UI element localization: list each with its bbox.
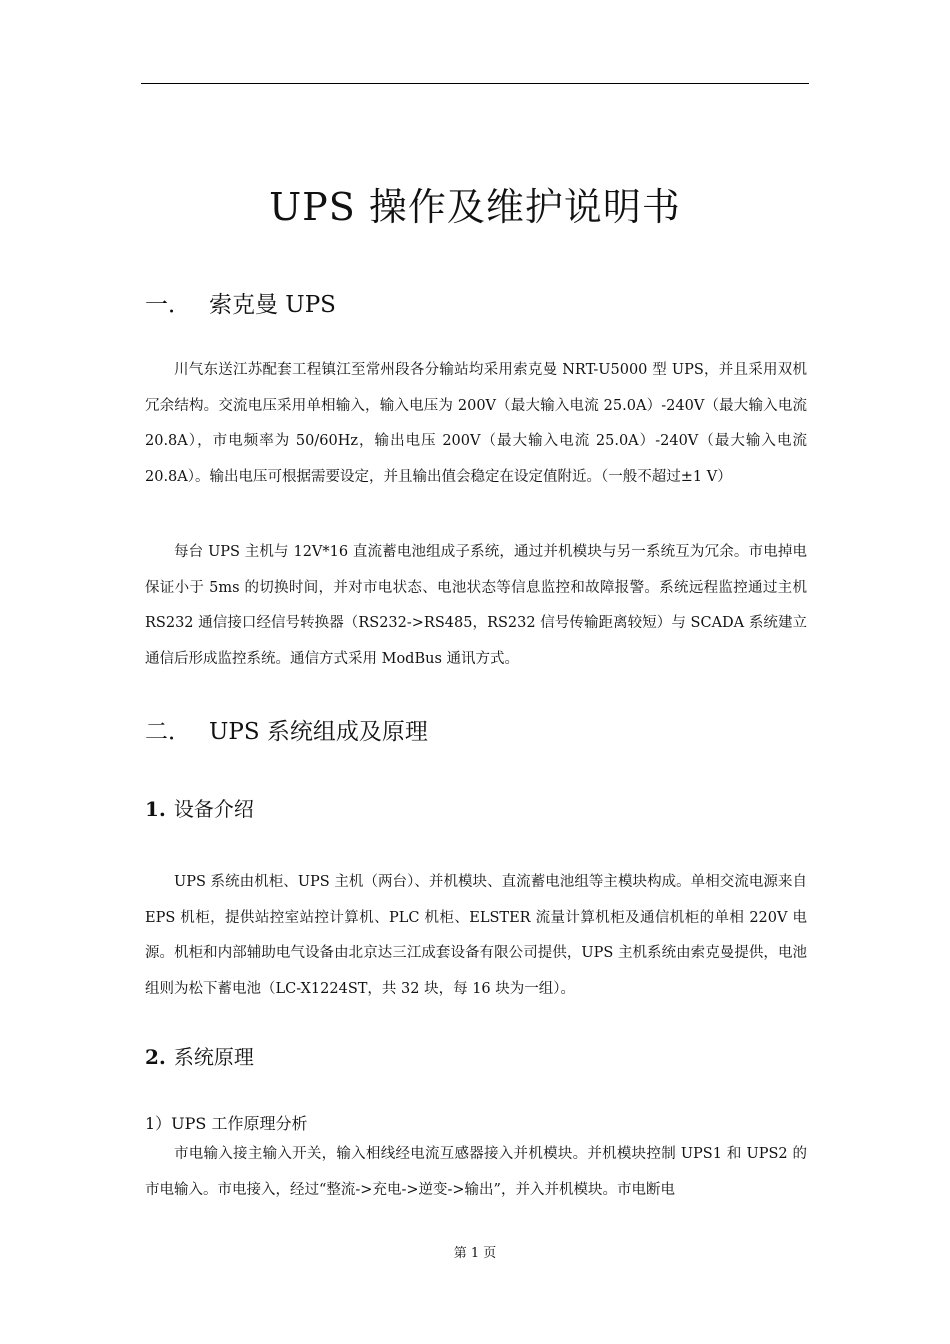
page-number: 第 1 页 [453,1246,497,1261]
section-1-number: 一． [145,292,191,318]
section-1-paragraph-2: 每台 UPS 主机与 12V*16 直流蓄电池组成子系统，通过并机模块与另一系统互为冗余。市电掉电保证小于 5ms 的切换时间，并对市电状态、电池状态等信息监控和故障报警。系统远程监控通过主机 RS232 通信接口经信号转换器（RS232->RS485，RS232 信号传输距离较短）与 SCADA 系统建立通信后形成监控系统。通信方式采用 ModBus 通讯方式。 [145,544,807,667]
section-1-paragraph-1: 川气东送江苏配套工程镇江至常州段各分输站均采用索克曼 NRT-U5000 型 UPS，并且采用双机冗余结构。交流电压采用单相输入，输入电压为 200V（最大输入电流 25.0A）-240V（最大输入电流 20.8A），市电频率为 50/60Hz，输出电压 200V（最大输入电流 25.0A）-240V（最大输入电流 20.8A）。输出电压可根据需要设定，并且输出值会稳定在设定值附近。（一般不超过±1 V） [145,362,807,485]
subsection-2-title: 系统原理 [173,1045,254,1069]
subsection-1-heading [145,792,254,826]
section-1-heading [145,287,336,323]
item-1-heading: 1）UPS 工作原理分析 [145,1114,308,1133]
subsection-1-title: 设备介绍 [173,797,254,821]
section-2-title: UPS 系统组成及原理 [209,719,428,745]
section-2-number: 二． [145,719,191,745]
subsection-1-number: 1. [145,797,166,821]
item-1-paragraph: 市电输入接主输入开关，输入相线经电流互感器接入并机模块。并机模块控制 UPS1 和 UPS2 的市电输入。市电接入，经过“整流->充电->逆变->输出”，并入并机模块。市电断电 [145,1146,807,1198]
section-2-heading [145,714,428,750]
subsection-2-heading [145,1040,254,1074]
section-1-title: 索克曼 UPS [209,292,336,318]
document-title: UPS 操作及维护说明书 [269,185,681,229]
subsection-2-number: 2. [145,1045,166,1069]
subsection-1-paragraph: UPS 系统由机柜、UPS 主机（两台）、并机模块、直流蓄电池组等主模块构成。单相交流电源来自 EPS 机柜，提供站控室站控计算机、PLC 机柜、ELSTER 流量计算机柜及通信机柜的单相 220V 电源。机柜和内部辅助电气设备由北京达三江成套设备有限公司提供，UPS 主机系统由索克曼提供，电池组则为松下蓄电池（LC-X1224ST，共 32 块，每 16 块为一组）。 [145,874,807,997]
header-rule [141,83,809,84]
